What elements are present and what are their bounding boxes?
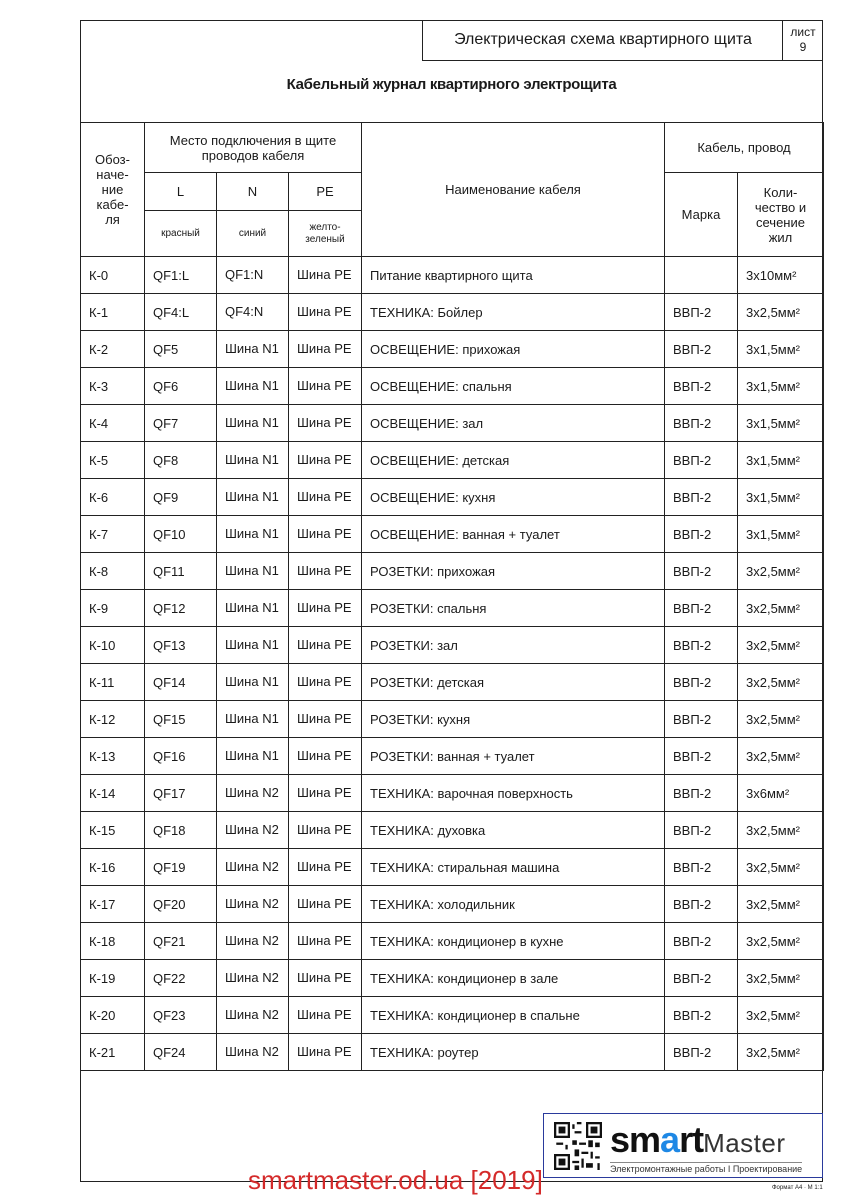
cell-L: QF1:L [145, 257, 217, 294]
table-row [81, 960, 824, 997]
cell-N: QF1:N [217, 257, 289, 294]
cell-brand: ВВП-2 [665, 664, 738, 701]
cell-cable-name: ТЕХНИКА: холодильник [362, 886, 665, 923]
cell-PE: Шина PE [289, 479, 362, 516]
cell-cable-name: Питание квартирного щита [362, 257, 665, 294]
cell-PE: Шина PE [289, 812, 362, 849]
project-title: Электрическая схема квартирного щита [422, 20, 783, 61]
cell-designation: К-6 [81, 479, 145, 516]
cell-brand: ВВП-2 [665, 479, 738, 516]
table-row [81, 442, 824, 479]
cell-brand: ВВП-2 [665, 553, 738, 590]
cell-PE: Шина PE [289, 1034, 362, 1071]
document-title: Кабельный журнал квартирного электрощита [286, 76, 617, 93]
cell-PE: Шина PE [289, 257, 362, 294]
watermark: smartmaster.od.ua [2019] [248, 1165, 543, 1195]
company-logo [543, 1113, 823, 1178]
cell-N: Шина N2 [217, 849, 289, 886]
cell-L: QF21 [145, 923, 217, 960]
cell-N: Шина N1 [217, 701, 289, 738]
cell-N: Шина N1 [217, 738, 289, 775]
cell-L: QF9 [145, 479, 217, 516]
table-body [81, 257, 824, 1071]
cell-spec: 3х2,5мм² [738, 553, 824, 590]
cell-N: Шина N1 [217, 331, 289, 368]
header-N: N [217, 173, 289, 211]
cell-spec: 3х2,5мм² [738, 738, 824, 775]
cell-N: Шина N1 [217, 664, 289, 701]
cell-PE: Шина PE [289, 701, 362, 738]
cell-L: QF20 [145, 886, 217, 923]
cell-L: QF13 [145, 627, 217, 664]
cell-N: Шина N2 [217, 960, 289, 997]
cell-N: Шина N2 [217, 923, 289, 960]
cell-spec: 3х2,5мм² [738, 923, 824, 960]
cell-PE: Шина PE [289, 516, 362, 553]
cell-L: QF19 [145, 849, 217, 886]
cell-designation: К-16 [81, 849, 145, 886]
cell-designation: К-7 [81, 516, 145, 553]
cell-designation: К-1 [81, 294, 145, 331]
cell-cable-name: ОСВЕЩЕНИЕ: ванная + туалет [362, 516, 665, 553]
header-L: L [145, 173, 217, 211]
cell-spec: 3х1,5мм² [738, 516, 824, 553]
cell-designation: К-21 [81, 1034, 145, 1071]
cell-cable-name: РОЗЕТКИ: зал [362, 627, 665, 664]
table-row [81, 775, 824, 812]
logo-accent-letter: a [660, 1119, 680, 1160]
cell-L: QF17 [145, 775, 217, 812]
cell-L: QF23 [145, 997, 217, 1034]
cell-N: Шина N1 [217, 442, 289, 479]
cell-designation: К-15 [81, 812, 145, 849]
cell-designation: К-19 [81, 960, 145, 997]
cable-journal-table [80, 122, 824, 1071]
table-row [81, 590, 824, 627]
table-row [81, 331, 824, 368]
cell-N: Шина N2 [217, 1034, 289, 1071]
cell-designation: К-14 [81, 775, 145, 812]
cell-spec: 3х1,5мм² [738, 479, 824, 516]
cell-cable-name: ТЕХНИКА: духовка [362, 812, 665, 849]
cell-L: QF8 [145, 442, 217, 479]
cell-cable-name: ТЕХНИКА: стиральная машина [362, 849, 665, 886]
cell-cable-name: ОСВЕЩЕНИЕ: кухня [362, 479, 665, 516]
cell-brand: ВВП-2 [665, 738, 738, 775]
cell-spec: 3х2,5мм² [738, 590, 824, 627]
table-row [81, 923, 824, 960]
cell-N: Шина N2 [217, 775, 289, 812]
cell-L: QF24 [145, 1034, 217, 1071]
cell-N: Шина N1 [217, 627, 289, 664]
cell-spec: 3х1,5мм² [738, 368, 824, 405]
table-row [81, 738, 824, 775]
table-row [81, 257, 824, 294]
cell-spec: 3х1,5мм² [738, 405, 824, 442]
cell-L: QF18 [145, 812, 217, 849]
header-count-section: Коли- чество и сечение жил [738, 173, 824, 257]
cell-PE: Шина PE [289, 553, 362, 590]
cell-designation: К-12 [81, 701, 145, 738]
cell-designation: К-10 [81, 627, 145, 664]
cell-L: QF22 [145, 960, 217, 997]
cell-brand: ВВП-2 [665, 923, 738, 960]
cell-cable-name: ТЕХНИКА: Бойлер [362, 294, 665, 331]
cell-PE: Шина PE [289, 960, 362, 997]
table-row [81, 812, 824, 849]
cell-cable-name: ТЕХНИКА: кондиционер в кухне [362, 923, 665, 960]
cell-N: Шина N1 [217, 405, 289, 442]
cell-spec: 3х2,5мм² [738, 664, 824, 701]
cell-designation: К-8 [81, 553, 145, 590]
table-row [81, 405, 824, 442]
cell-cable-name: ТЕХНИКА: роутер [362, 1034, 665, 1071]
cell-brand: ВВП-2 [665, 775, 738, 812]
cell-spec: 3х2,5мм² [738, 960, 824, 997]
cell-spec: 3х10мм² [738, 257, 824, 294]
cell-brand: ВВП-2 [665, 627, 738, 664]
cell-cable-name: РОЗЕТКИ: ванная + туалет [362, 738, 665, 775]
cell-PE: Шина PE [289, 775, 362, 812]
cell-designation: К-3 [81, 368, 145, 405]
header-N-color: синий [217, 211, 289, 257]
cell-N: QF4:N [217, 294, 289, 331]
cell-cable-name: ОСВЕЩЕНИЕ: спальня [362, 368, 665, 405]
cell-designation: К-18 [81, 923, 145, 960]
cell-designation: К-11 [81, 664, 145, 701]
cell-PE: Шина PE [289, 294, 362, 331]
cell-L: QF12 [145, 590, 217, 627]
cell-cable-name: ОСВЕЩЕНИЕ: зал [362, 405, 665, 442]
table-row [81, 664, 824, 701]
cell-L: QF4:L [145, 294, 217, 331]
header-PE: PE [289, 173, 362, 211]
cell-N: Шина N1 [217, 590, 289, 627]
cell-brand: ВВП-2 [665, 849, 738, 886]
cell-brand: ВВП-2 [665, 405, 738, 442]
cell-spec: 3х2,5мм² [738, 1034, 824, 1071]
cell-PE: Шина PE [289, 627, 362, 664]
logo-tagline: Электромонтажные работы I Проектирование [610, 1164, 803, 1174]
sheet-label: лист [790, 25, 816, 39]
cell-PE: Шина PE [289, 442, 362, 479]
cell-brand: ВВП-2 [665, 368, 738, 405]
cell-N: Шина N1 [217, 516, 289, 553]
cell-spec: 3х2,5мм² [738, 701, 824, 738]
qr-code-icon [554, 1122, 602, 1170]
table-row [81, 479, 824, 516]
header-cable-wire: Кабель, провод [665, 123, 824, 173]
cell-N: Шина N2 [217, 886, 289, 923]
cell-spec: 3х1,5мм² [738, 442, 824, 479]
sheet-number: 9 [799, 40, 807, 54]
cell-spec: 3х2,5мм² [738, 997, 824, 1034]
cell-cable-name: РОЗЕТКИ: кухня [362, 701, 665, 738]
cell-PE: Шина PE [289, 405, 362, 442]
cell-N: Шина N1 [217, 553, 289, 590]
cell-brand: ВВП-2 [665, 516, 738, 553]
table-row [81, 701, 824, 738]
header-PE-color: желто- зеленый [289, 211, 362, 257]
cell-spec: 3х2,5мм² [738, 849, 824, 886]
cell-designation: К-2 [81, 331, 145, 368]
cell-cable-name: ОСВЕЩЕНИЕ: детская [362, 442, 665, 479]
cell-PE: Шина PE [289, 849, 362, 886]
cell-brand: ВВП-2 [665, 812, 738, 849]
cell-L: QF16 [145, 738, 217, 775]
cell-cable-name: ТЕХНИКА: кондиционер в спальне [362, 997, 665, 1034]
cell-L: QF5 [145, 331, 217, 368]
cell-designation: К-0 [81, 257, 145, 294]
cell-spec: 3х6мм² [738, 775, 824, 812]
cell-brand: ВВП-2 [665, 442, 738, 479]
cell-L: QF15 [145, 701, 217, 738]
cell-PE: Шина PE [289, 664, 362, 701]
table-row [81, 553, 824, 590]
cell-brand: ВВП-2 [665, 590, 738, 627]
cell-spec: 3х1,5мм² [738, 331, 824, 368]
cell-designation: К-5 [81, 442, 145, 479]
table-row [81, 1034, 824, 1071]
header-designation: Обоз- наче- ние кабе- ля [81, 123, 145, 257]
cell-N: Шина N2 [217, 812, 289, 849]
cell-PE: Шина PE [289, 331, 362, 368]
table-row [81, 886, 824, 923]
cell-spec: 3х2,5мм² [738, 627, 824, 664]
cell-brand: ВВП-2 [665, 294, 738, 331]
cell-cable-name: ТЕХНИКА: кондиционер в зале [362, 960, 665, 997]
cell-PE: Шина PE [289, 368, 362, 405]
cell-cable-name: ТЕХНИКА: варочная поверхность [362, 775, 665, 812]
cell-brand: ВВП-2 [665, 331, 738, 368]
cell-L: QF11 [145, 553, 217, 590]
logo-wordmark: smartMaster [610, 1119, 786, 1160]
cell-spec: 3х2,5мм² [738, 812, 824, 849]
cell-brand: ВВП-2 [665, 997, 738, 1034]
cell-brand [665, 257, 738, 294]
format-note: Формат А4 · М 1:1 [772, 1185, 823, 1191]
header-connection-point: Место подключения в щите проводов кабеля [145, 123, 362, 173]
table-row [81, 627, 824, 664]
cell-cable-name: РОЗЕТКИ: детская [362, 664, 665, 701]
cell-PE: Шина PE [289, 738, 362, 775]
table-row [81, 516, 824, 553]
cell-brand: ВВП-2 [665, 886, 738, 923]
header-L-color: красный [145, 211, 217, 257]
header-cable-name: Наименование кабеля [362, 123, 665, 257]
cell-PE: Шина PE [289, 997, 362, 1034]
cell-brand: ВВП-2 [665, 701, 738, 738]
table-row [81, 294, 824, 331]
cell-designation: К-20 [81, 997, 145, 1034]
cell-brand: ВВП-2 [665, 1034, 738, 1071]
cell-PE: Шина PE [289, 590, 362, 627]
cell-L: QF14 [145, 664, 217, 701]
cell-PE: Шина PE [289, 886, 362, 923]
cell-designation: К-13 [81, 738, 145, 775]
cell-L: QF6 [145, 368, 217, 405]
cell-N: Шина N1 [217, 479, 289, 516]
cell-cable-name: РОЗЕТКИ: спальня [362, 590, 665, 627]
cell-L: QF7 [145, 405, 217, 442]
cell-designation: К-17 [81, 886, 145, 923]
header-brand: Марка [665, 173, 738, 257]
cell-PE: Шина PE [289, 923, 362, 960]
cell-designation: К-9 [81, 590, 145, 627]
cell-N: Шина N1 [217, 368, 289, 405]
cell-cable-name: ОСВЕЩЕНИЕ: прихожая [362, 331, 665, 368]
cell-spec: 3х2,5мм² [738, 886, 824, 923]
cell-spec: 3х2,5мм² [738, 294, 824, 331]
cell-cable-name: РОЗЕТКИ: прихожая [362, 553, 665, 590]
cell-L: QF10 [145, 516, 217, 553]
table-row [81, 997, 824, 1034]
table-row [81, 849, 824, 886]
cell-brand: ВВП-2 [665, 960, 738, 997]
sheet-number-box [782, 20, 823, 61]
cell-designation: К-4 [81, 405, 145, 442]
cell-N: Шина N2 [217, 997, 289, 1034]
table-row [81, 368, 824, 405]
